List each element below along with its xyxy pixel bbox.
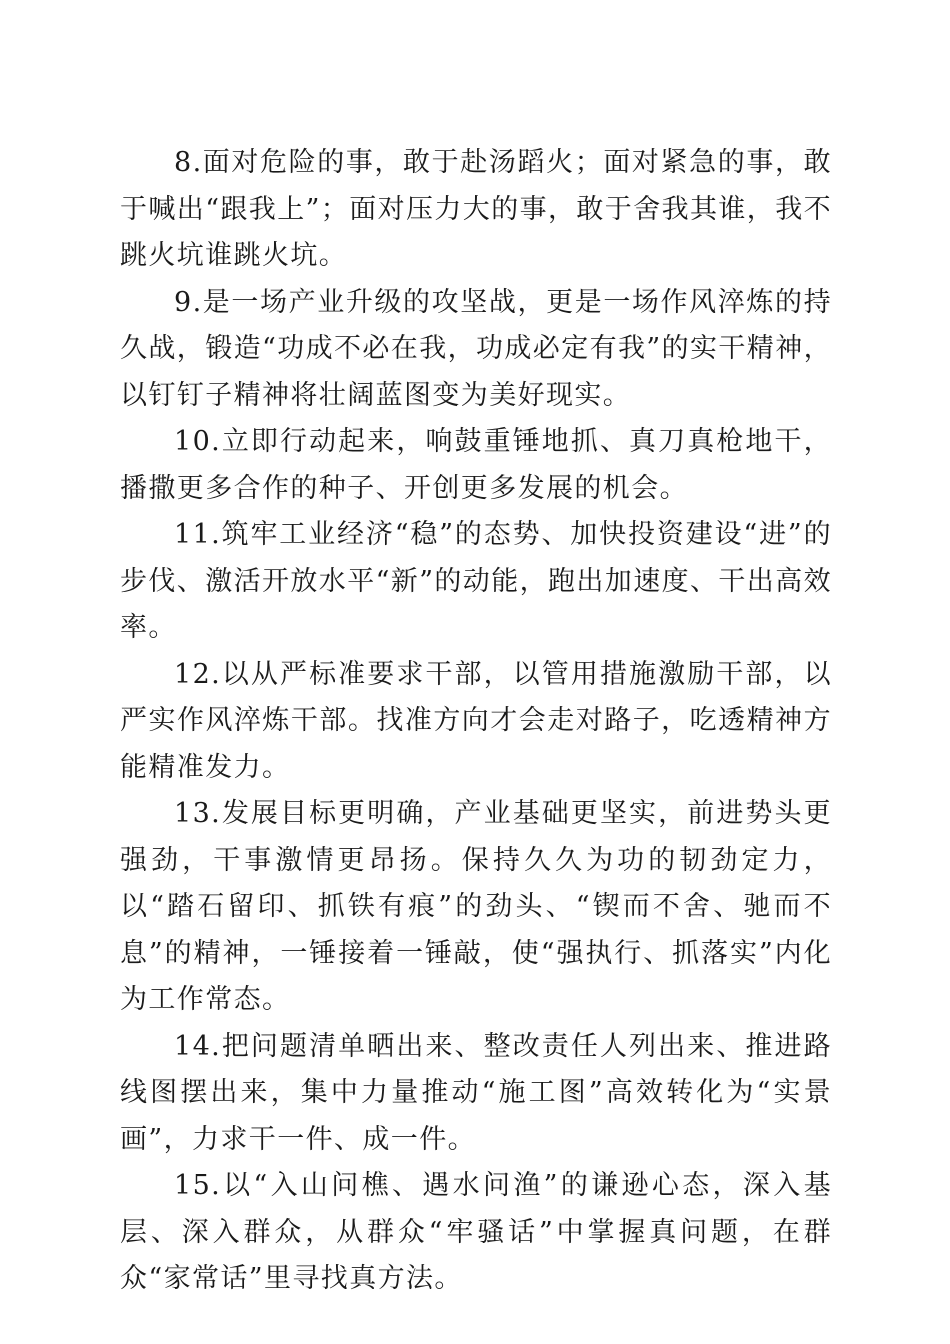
- document-body: [120, 140, 832, 1303]
- paragraph-11: 11.筑牢工业经济“稳”的态势、加快投资建设“进”的步伐、激活开放水平“新”的动能，跑出加速度、干出高效率。: [120, 519, 833, 643]
- paragraph-9: 9.是一场产业升级的攻坚战，更是一场作风淬炼的持久战，锻造“功成不必在我，功成必定有我”的实干精神，以钉钉子精神将壮阔蓝图变为美好现实。: [120, 286, 833, 411]
- paragraph-8: 8.面对危险的事，敢于赴汤蹈火；面对紧急的事，敢于喊出“跟我上”；面对压力大的事，敢于舍我其谁，我不跳火坑谁跳火坑。: [120, 147, 833, 271]
- paragraph-14: 14.把问题清单晒出来、整改责任人列出来、推进路线图摆出来，集中力量推动“施工图”高效转化为“实景画”，力求干一件、成一件。: [120, 1030, 832, 1155]
- paragraph-13: 13.发展目标更明确，产业基础更坚实，前进势头更强劲，干事激情更昂扬。保持久久为功的韧劲定力，以“踏石留印、抓铁有痕”的劲头、“锲而不舍、驰而不息”的精神，一锤接着一锤敲，使“强执行、抓落实”内化为工作常态。: [120, 798, 832, 1015]
- paragraph-12: 12.以从严标准要求干部，以管用措施激励干部，以严实作风淬炼干部。找准方向才会走对路子，吃透精神方能精准发力。: [120, 658, 832, 783]
- paragraph-10: 10.立即行动起来，响鼓重锤地抓、真刀真枪地干，播撒更多合作的种子、开创更多发展的机会。: [120, 426, 832, 504]
- paragraph-15: 15.以“入山问樵、遇水问渔”的谦逊心态，深入基层、深入群众，从群众“牢骚话”中掌握真问题，在群众“家常话”里寻找真方法。: [120, 1170, 832, 1294]
